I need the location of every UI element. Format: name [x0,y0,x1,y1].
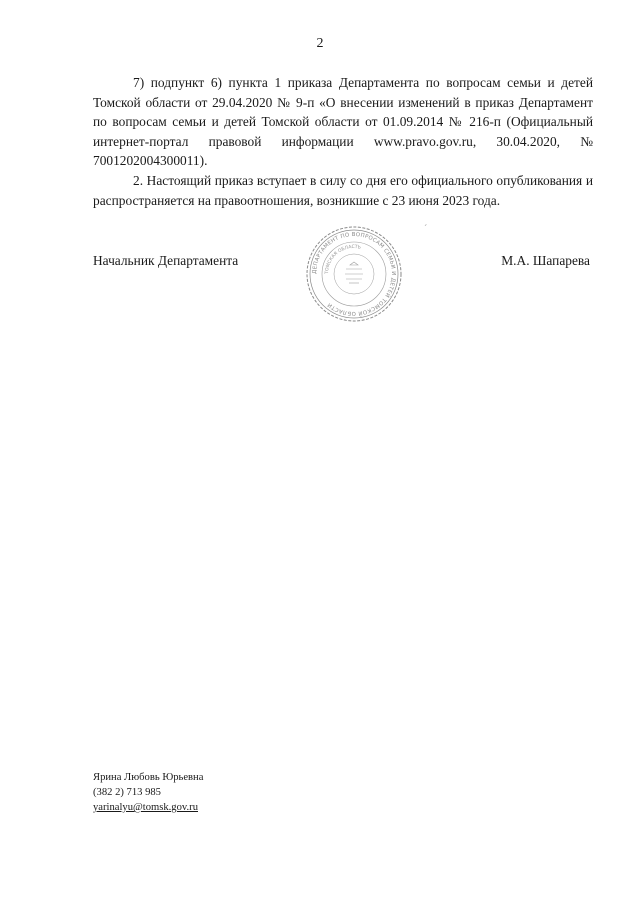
seal-inner-text: ТОМСКАЯ ОБЛАСТЬ [324,244,362,275]
page-number: 2 [316,36,324,51]
pen-mark: ˊ [424,224,428,235]
signer-position: Начальник Департамента [93,253,239,268]
document-body [93,73,593,210]
seal-outer-text: ДЕПАРТАМЕНТ ПО ВОПРОСАМ СЕМЬИ И ДЕТЕЙ ТОМСКОЙ ОБЛАСТИ [311,231,397,317]
svg-text:ДЕПАРТАМЕНТ ПО ВОПРОСАМ СЕМЬИ [312,232,396,317]
contact-name: Ярина Любовь Юрьевна [93,772,204,783]
contact-email-link[interactable]: yarinalyu@tomsk.gov.ru [93,802,198,813]
official-seal-stamp [305,225,403,323]
contact-phone: (382 2) 713 985 [93,787,161,798]
paragraph-item-7: 7) подпункт 6) пункта 1 приказа Департамента по вопросам семьи и детей Томской области от 29.04.2020 № 9-п «О внесении изменений в приказ Департамент по вопросам семьи и детей Томской области от 01.09.2014 № 216-п (Официальный интернет-портал правовой информации www.pravo.gov.ru, 30.04.2020, № 7001202004300011). [93,75,593,169]
contact-block [93,770,203,815]
paragraph-effective-date: 2. Настоящий приказ вступает в силу со дня его официального опубликования и распространяется на правоотношения, возникшие с 23 июня 2023 года. [93,172,593,208]
svg-text:ТОМСКАЯ ОБЛАСТЬ [324,244,361,275]
signer-name: М.А. Шапарева [501,253,590,268]
